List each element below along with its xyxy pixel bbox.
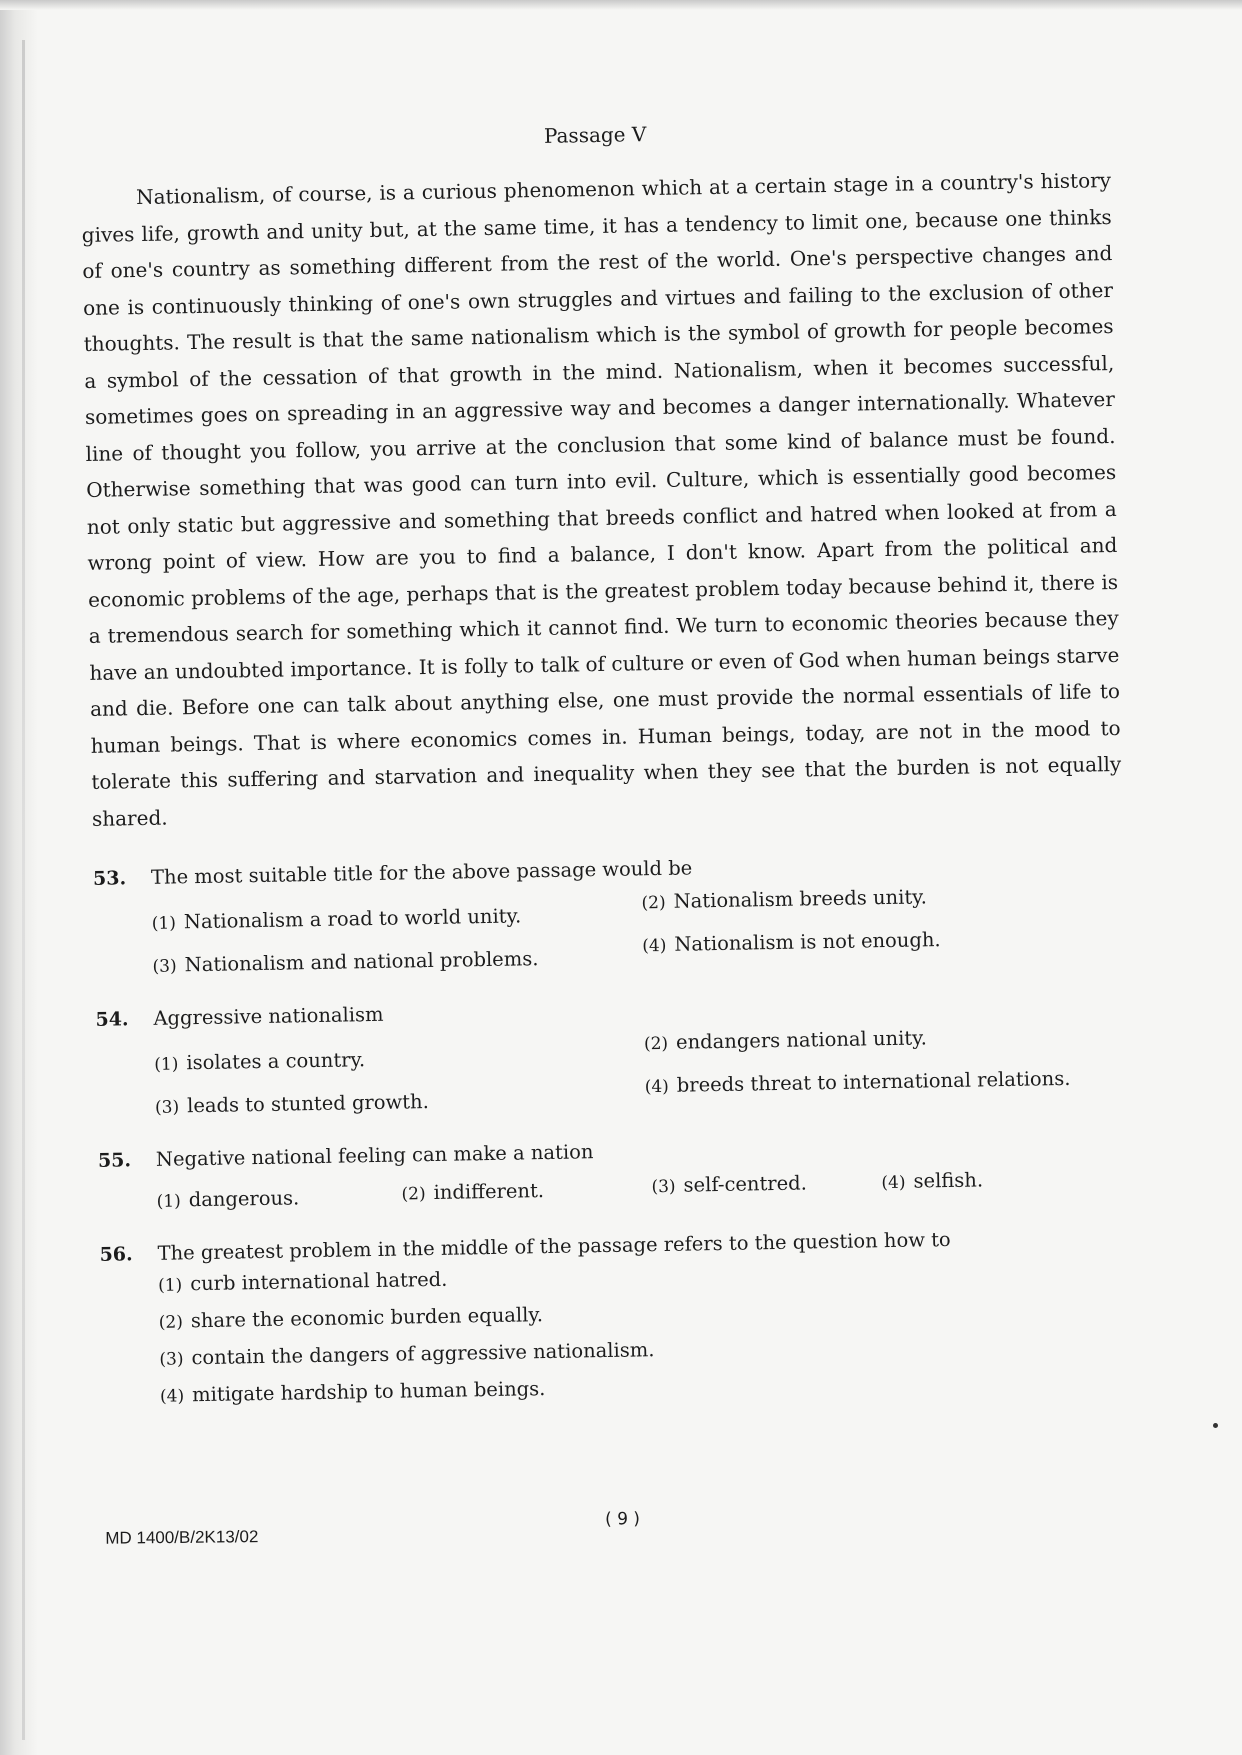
option-2: (2) endangers national unity. <box>643 1026 927 1055</box>
options <box>158 1256 1132 1407</box>
scan-speck <box>1213 1423 1218 1428</box>
question-stem <box>98 1131 1128 1172</box>
option-1: (1) dangerous. <box>156 1186 300 1212</box>
option-1: (1) curb international hatred. <box>157 1267 448 1296</box>
option-1: (1) Nationalism a road to world unity. <box>151 904 522 934</box>
scan-shadow-top <box>0 0 1242 10</box>
option-1: (1) isolates a country. <box>154 1048 366 1075</box>
question-number: 54. <box>95 1008 129 1031</box>
question-55 <box>98 1131 1129 1213</box>
scan-binding-line <box>22 40 25 1740</box>
exam-page <box>80 114 1132 1422</box>
option-3: (3) contain the dangers of aggressive nationalism. <box>159 1338 655 1370</box>
page-number: ( 9 ) <box>604 1509 641 1530</box>
scan-shadow-edge <box>0 0 38 1755</box>
option-4: (4) mitigate hardship to human beings. <box>159 1377 546 1407</box>
question-56 <box>99 1225 1132 1408</box>
option-2: (2) Nationalism breeds unity. <box>641 885 928 914</box>
question-53 <box>93 849 1125 978</box>
options <box>154 1023 1127 1118</box>
page-footer <box>105 1505 1005 1548</box>
question-54 <box>95 990 1127 1119</box>
options <box>151 882 1124 977</box>
option-4: (4) Nationalism is not enough. <box>642 928 941 957</box>
question-text: Negative national feeling can make a nation <box>155 1140 594 1171</box>
document-code: MD 1400/B/2K13/02 <box>105 1527 259 1548</box>
option-3: (3) self-centred. <box>651 1171 808 1198</box>
question-text: The most suitable title for the above passage would be <box>150 856 693 889</box>
options <box>156 1166 1128 1212</box>
option-4: (4) breeds threat to international relations. <box>644 1066 1071 1098</box>
question-number: 56. <box>99 1243 133 1266</box>
question-text: Aggressive nationalism <box>153 1002 384 1030</box>
passage-text: Nationalism, of course, is a curious phenomenon which at a certain stage in a country's history gives life, growth and unity but, at the same time, it has a tendency to limit one, because one thinks of one's country as something different from the rest of the world. One's perspective changes and one is continuously thinking of one's own struggles and virtues and failing to the exclusion of other thoughts. The result is that the same nationalism which is the symbol of growth for people becomes a symbol of the cessation of that growth in the mind. Nationalism, when it becomes successful, sometimes goes on spreading in an aggressive way and becomes a danger internationally. Whatever line of thought you follow, you arrive at the conclusion that some kind of balance must be found. Otherwise something that was good can turn into evil. Culture, which is essentially good becomes not only static but aggressive and something that breeds conflict and hatred when looked at from a wrong point of view. How are you to find a balance, I don't know. Apart from the political and economic problems of the age, perhaps that is the greatest problem today because behind it, there is a tremendous search for something which it cannot find. We turn to economic theories because they have an undoubted importance. It is folly to talk of culture or even of God when human beings starve and die. Before one can talk about anything else, one must provide the normal essentials of life to human beings. That is where economics comes in. Human beings, today, are not in the mood to tolerate this suffering and starvation and inequality when they see that the burden is not equally shared. <box>81 168 1122 831</box>
question-text: The greatest problem in the middle of the passage refers to the question how to <box>157 1227 951 1265</box>
option-2: (2) indifferent. <box>401 1179 545 1205</box>
question-number: 55. <box>97 1149 132 1172</box>
option-3: (3) Nationalism and national problems. <box>152 947 539 977</box>
passage-title: Passage V <box>543 122 647 148</box>
option-2: (2) share the economic burden equally. <box>158 1303 544 1333</box>
option-4: (4) selfish. <box>881 1168 984 1194</box>
question-number: 53. <box>92 867 127 890</box>
option-3: (3) leads to stunted growth. <box>154 1090 429 1118</box>
